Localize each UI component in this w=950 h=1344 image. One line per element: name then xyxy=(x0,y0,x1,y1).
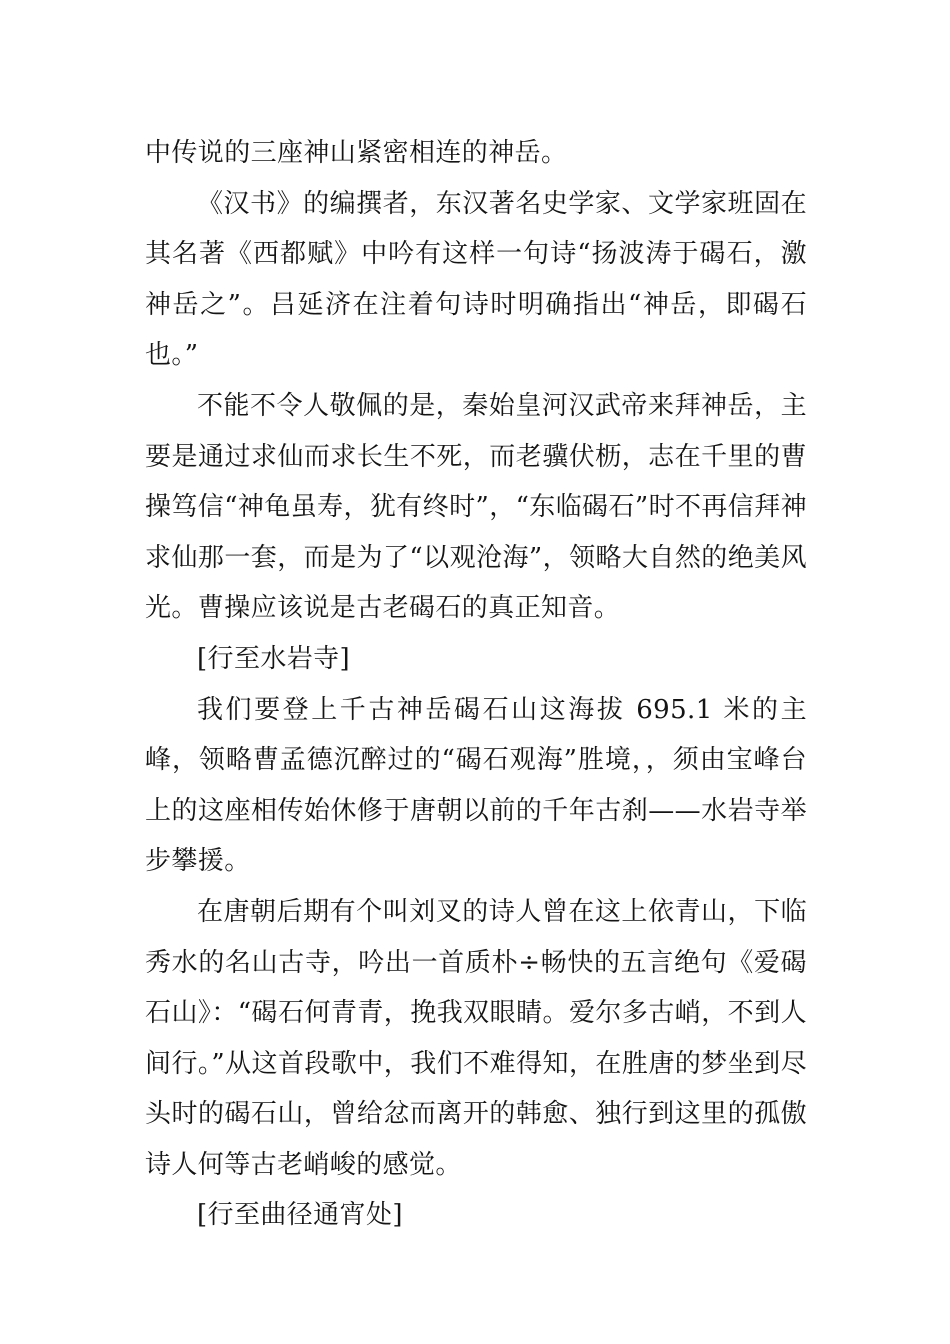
section-heading-shuiyan-temple: [行至水岩寺] xyxy=(197,643,351,674)
paragraph-hanshu: 《汉书》的编撰者，东汉著名史学家、文学家班固在其名著《西都赋》中吟有这样一句诗“扬波涛于碣石，激神岳之”。吕延济在注着句诗时明确指出“神岳，即碣石也。” xyxy=(145,188,807,371)
paragraph-liucha-poem: 在唐朝后期有个叫刘叉的诗人曾在这上依青山，下临秀水的名山古寺，吟出一首质朴÷畅快的五言绝句《爱碣石山》：“碣石何青青，挽我双眼睛。爱尔多古峭，不到人间行。”从这首段歌中，我们不难得知，在胜唐的梦坐到尽头时的碣石山，曾给忿而离开的韩愈、独行到这里的孤傲诗人何等古老峭峻的感觉。 xyxy=(145,896,807,1180)
paragraph-main-peak: 我们要登上千古神岳碣石山这海拔 695.1 米的主峰，领略曹孟德沉醉过的“碣石观海”胜境，，须由宝峰台上的这座相传始休修于唐朝以前的千年古刹——水岩寺举步攀援。 xyxy=(145,694,807,877)
paragraph-caocao: 不能不令人敬佩的是，秦始皇河汉武帝来拜神岳，主要是通过求仙而求长生不死，而老骥伏枥，志在千里的曹操笃信“神龟虽寿，犹有终时”，“东临碣石”时不再信拜神求仙那一套，而是为了“以观沧海”，领略大自然的绝美风光。曹操应该说是古老碣石的真正知音。 xyxy=(145,390,807,624)
document-body xyxy=(145,128,807,1241)
section-heading-winding-path: [行至曲径通宵处] xyxy=(197,1200,403,1231)
paragraph-continuation: 中传说的三座神山紧密相连的神岳。 xyxy=(145,138,568,168)
